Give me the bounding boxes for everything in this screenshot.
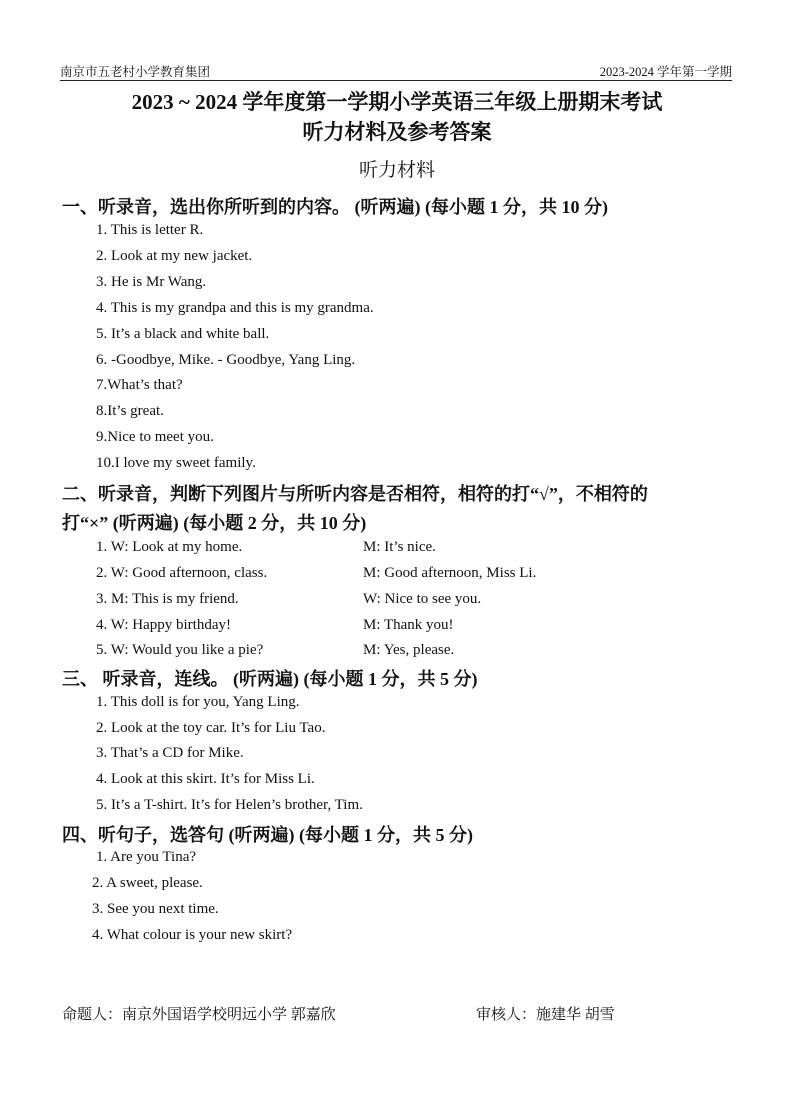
exam-subtitle: 听力材料及参考答案 — [302, 120, 492, 144]
section-1-item: 5. It’s a black and white ball. — [96, 326, 270, 342]
section-1-heading: 一、听录音，选出你所听到的内容。 (听两遍) (每小题 1 分，共 10 分) — [62, 197, 608, 217]
dialogue-line-b: M: Good afternoon, Miss Li. — [363, 565, 537, 581]
page-header — [60, 60, 732, 81]
dialogue-line-b: W: Nice to see you. — [363, 591, 482, 607]
section-1-item: 7.What’s that? — [96, 377, 183, 393]
exam-title: 2023 ~ 2024 学年度第一学期小学英语三年级上册期末考试 — [131, 90, 663, 114]
footer-reviewer: 审核人：施建华 胡雪 — [476, 1007, 615, 1023]
dialogue-line-a: 4. W: Happy birthday! — [96, 617, 231, 633]
section-3-item: 3. That’s a CD for Mike. — [96, 745, 244, 761]
section-4-item: 3. See you next time. — [92, 901, 219, 917]
header-term: 2023-2024 学年第一学期 — [599, 65, 732, 79]
section-1-item: 9.Nice to meet you. — [96, 429, 214, 445]
section-3-item: 5. It’s a T-shirt. It’s for Helen’s brother, Tim. — [96, 797, 363, 813]
dialogue-line-a: 2. W: Good afternoon, class. — [96, 565, 268, 581]
section-1-item: 8.It’s great. — [96, 403, 164, 419]
section-2-heading-cont: 打“×” (听两遍) (每小题 2 分，共 10 分) — [62, 513, 367, 533]
section-3-heading: 三、 听录音，连线。 (听两遍) (每小题 1 分，共 5 分) — [62, 669, 478, 689]
dialogue-line-b: M: It’s nice. — [363, 539, 436, 555]
section-1-item: 3. He is Mr Wang. — [96, 274, 207, 290]
section-1-item: 2. Look at my new jacket. — [96, 248, 253, 264]
footer-author: 命题人：南京外国语学校明远小学 郭嘉欣 — [62, 1007, 336, 1023]
section-4-item: 4. What colour is your new skirt? — [92, 927, 293, 943]
section-4-heading: 四、听句子，选答句 (听两遍) (每小题 1 分，共 5 分) — [62, 825, 473, 845]
dialogue-line-a: 5. W: Would you like a pie? — [96, 642, 264, 658]
section-3-item: 4. Look at this skirt. It’s for Miss Li. — [96, 771, 315, 787]
section-2-heading: 二、听录音，判断下列图片与所听内容是否相符，相符的打“√”，不相符的 — [62, 484, 648, 504]
dialogue-line-b: M: Thank you! — [363, 617, 454, 633]
dialogue-line-a: 1. W: Look at my home. — [96, 539, 243, 555]
section-group-title: 听力材料 — [358, 160, 435, 181]
section-1-item: 10.I love my sweet family. — [96, 455, 256, 471]
section-1-item: 1. This is letter R. — [96, 222, 204, 238]
section-4-item: 1. Are you Tina? — [96, 849, 197, 865]
section-1-item: 6. -Goodbye, Mike. - Goodbye, Yang Ling. — [96, 352, 356, 368]
header-school: 南京市五老村小学教育集团 — [60, 65, 211, 79]
dialogue-line-b: M: Yes, please. — [363, 642, 455, 658]
dialogue-line-a: 3. M: This is my friend. — [96, 591, 239, 607]
section-3-item: 1. This doll is for you, Yang Ling. — [96, 694, 300, 710]
section-4-item: 2. A sweet, please. — [92, 875, 203, 891]
section-1-item: 4. This is my grandpa and this is my grandma. — [96, 300, 374, 316]
section-3-item: 2. Look at the toy car. It’s for Liu Tao. — [96, 720, 326, 736]
